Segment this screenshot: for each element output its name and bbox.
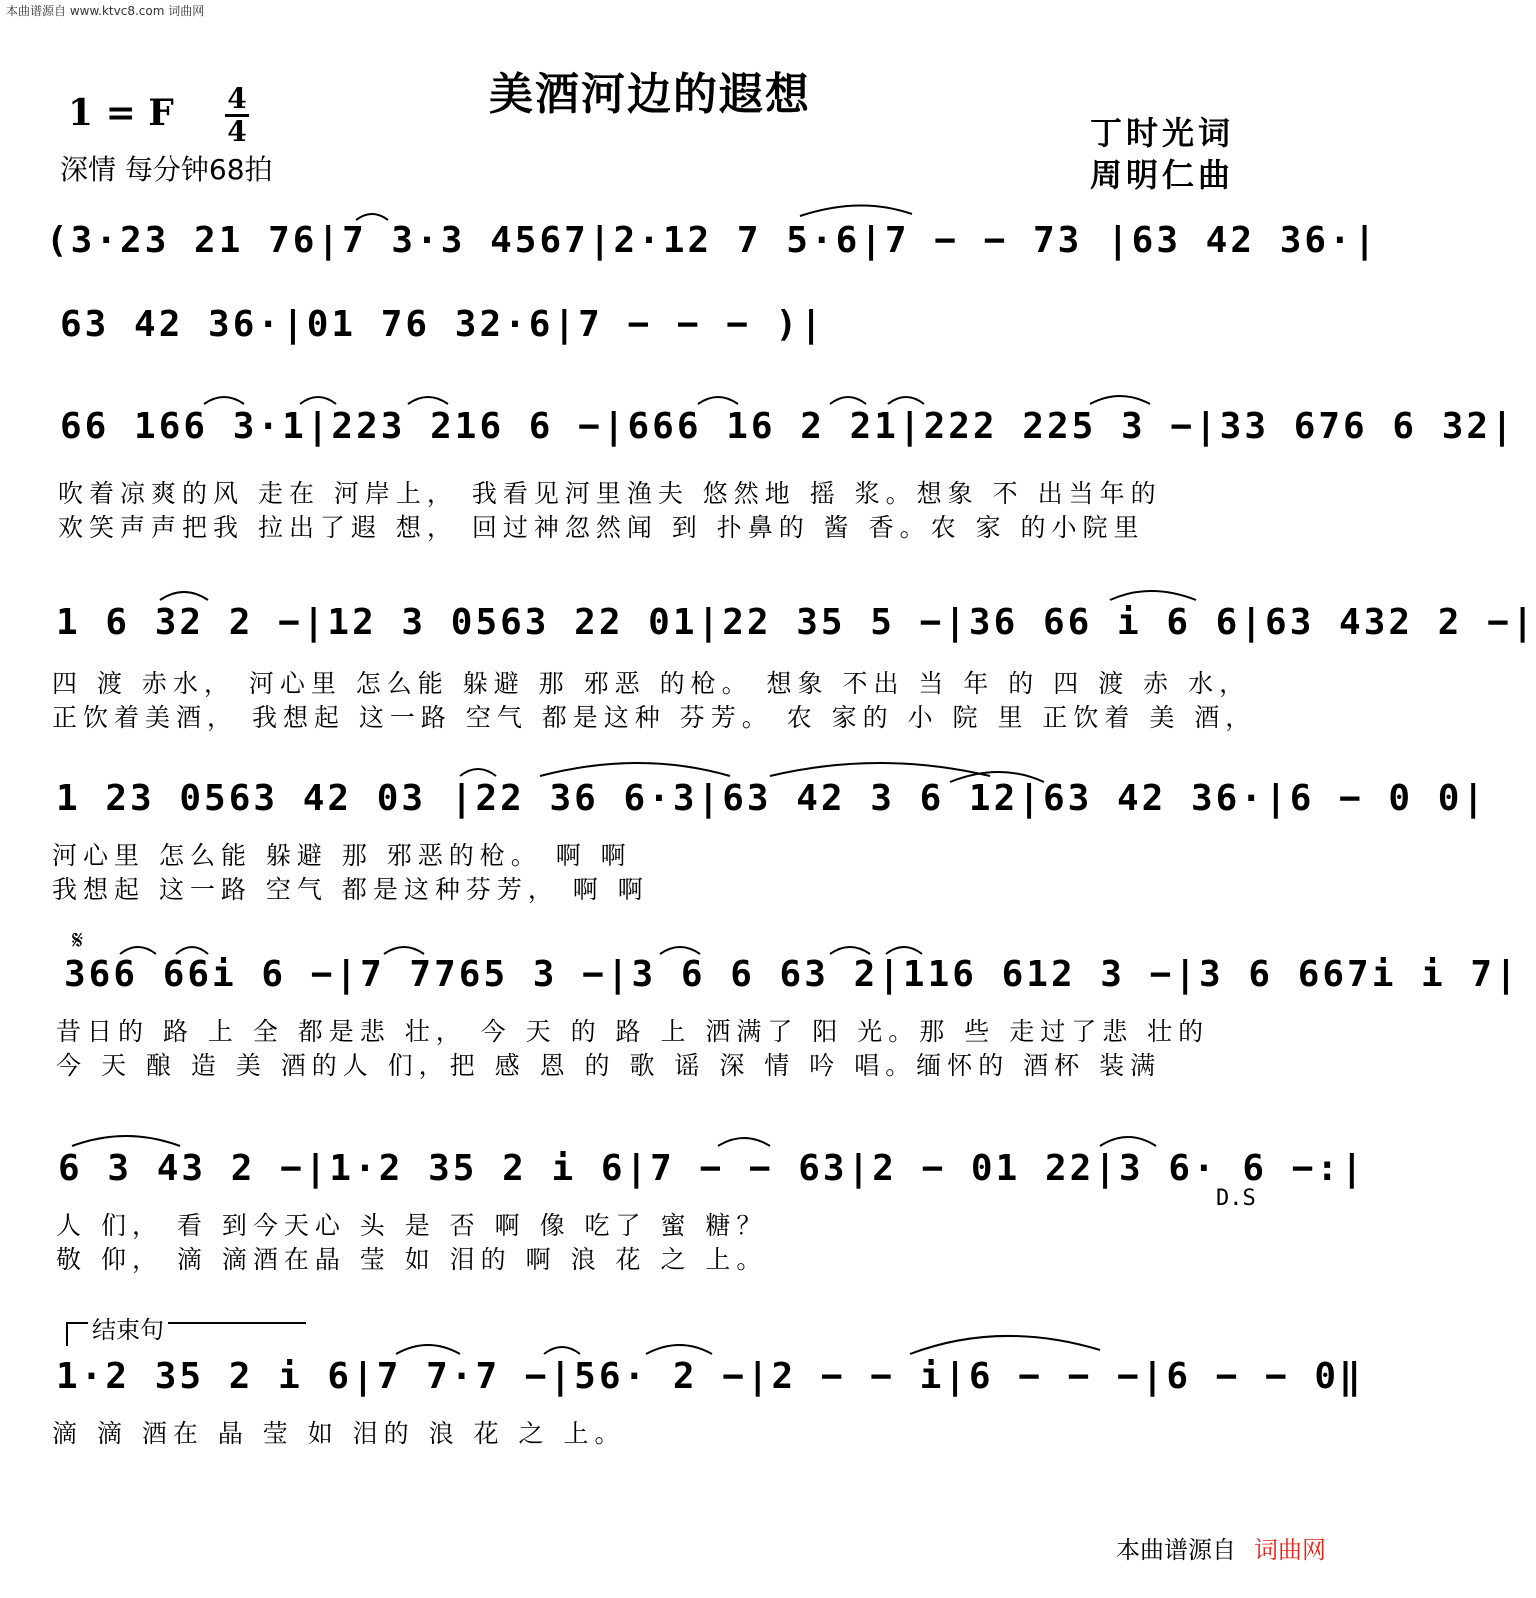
- slur: [160, 592, 208, 600]
- slur: [886, 947, 922, 954]
- slur: [718, 1138, 770, 1146]
- slur: [910, 1336, 1100, 1354]
- dal-segno-marking: D.S: [1216, 1186, 1256, 1211]
- slur: [830, 947, 870, 954]
- slur: [204, 397, 244, 404]
- slur: [544, 1347, 580, 1354]
- source-label: 本曲谱源自: [1116, 1536, 1236, 1564]
- time-signature-bottom: 4: [227, 115, 247, 148]
- system-6-lyric-verse-1: 昔日的 路 上 全 都是悲 壮， 今 天 的 路 上 洒满了 阳 光。那 些 走过了悲 壮的: [56, 1017, 1210, 1046]
- slur: [1090, 396, 1150, 404]
- slur: [356, 214, 388, 220]
- slur: [660, 947, 700, 954]
- system-7-lyric-verse-2: 敬 仰， 滴 滴酒在晶 莹 如 泪的 啊 浪 花 之 上。: [56, 1245, 768, 1274]
- slur: [830, 397, 866, 404]
- slur: [646, 1345, 712, 1354]
- slur: [770, 763, 990, 776]
- slur: [408, 397, 448, 404]
- system-7-lyric-verse-1: 人 们， 看 到今天心 头 是 否 啊 像 吃了 蜜 糖？: [56, 1211, 768, 1240]
- system-3-lyric-verse-1: 吹着凉爽的风 走在 河岸上， 我看见河里渔夫 悠然地 摇 浆。想象 不 出当年的: [58, 479, 1162, 508]
- lyricist-credit: 丁时光词: [1090, 114, 1235, 152]
- slur: [888, 397, 924, 404]
- composer-credit: 周明仁曲: [1090, 156, 1235, 194]
- system-4-lyric-verse-1: 四 渡 赤水， 河心里 怎么能 躲避 那 邪恶 的枪。 想象 不出 当 年 的 四 渡 赤 水，: [52, 669, 1251, 698]
- slur: [300, 397, 336, 404]
- slur: [120, 947, 156, 954]
- slur: [698, 397, 738, 404]
- system-3-notes: 66 166 3·1|223 216 6 −|666 16 2 21|222 225 3 −|33 676 6 32|: [60, 406, 1516, 447]
- slur: [1110, 591, 1196, 600]
- segno-sign: 𝄋: [72, 926, 84, 956]
- coda-notes: 1·2 35 2 i 6|7 7·7 −|56· 2 −|2 − − i|6 − − −|6 − − 0‖: [56, 1356, 1364, 1397]
- system-4-notes: 1 6 32 2 −|12 3 0563 22 01|22 35 5 −|36 66 i 6 6|63 432 2 −|: [56, 602, 1536, 643]
- slur: [396, 1345, 460, 1354]
- system-3-lyric-verse-2: 欢笑声声把我 拉出了遐 想， 回过神忽然闻 到 扑鼻的 酱 香。农 家 的小院里: [58, 513, 1145, 542]
- system-2-notes: 63 42 36·|01 76 32·6|7 − − − )|: [60, 304, 825, 345]
- slur: [72, 1136, 180, 1146]
- tempo-marking: 深情 每分钟68拍: [60, 153, 273, 186]
- system-1-notes: (3·23 21 76|7 3·3 4567|2·12 7 5·6|7 − − 73 |63 42 36·|: [46, 220, 1379, 261]
- slur: [540, 763, 730, 776]
- slur: [176, 947, 208, 954]
- system-5-notes: 1 23 0563 42 03 |22 36 6·3|63 42 3 6 12|63 42 36·|6 − 0 0|: [56, 778, 1488, 819]
- slur: [950, 772, 1044, 782]
- system-6-lyric-verse-2: 今 天 酿 造 美 酒的人 们，把 感 恩 的 歌 谣 深 情 吟 唱。缅怀的 酒杯 装满: [56, 1051, 1162, 1080]
- key-signature: 1 = F: [68, 92, 174, 134]
- system-5-lyric-verse-1: 河心里 怎么能 躲避 那 邪恶的枪。 啊 啊: [52, 841, 632, 870]
- time-signature-top: 4: [227, 82, 247, 115]
- slur: [384, 947, 424, 954]
- coda-label: 结束句: [88, 1310, 168, 1345]
- system-4-lyric-verse-2: 正饮着美酒， 我想起 这一路 空气 都是这种 芬芳。 农 家的 小 院 里 正饮着 美 酒，: [52, 703, 1257, 732]
- slur: [800, 205, 912, 216]
- slur: [1100, 1137, 1156, 1146]
- source-site-link[interactable]: 词曲网: [1254, 1536, 1326, 1564]
- system-5-lyric-verse-2: 我想起 这一路 空气 都是这种芬芳， 啊 啊: [52, 875, 649, 904]
- system-6-notes: 366 66i 6 −|7 7765 3 −|3 6 6 63 2|116 612 3 −|3 6 667i i 7|: [64, 954, 1520, 995]
- slur: [460, 769, 496, 776]
- watermark-top: 本曲谱源自 www.ktvc8.com 词曲网: [6, 4, 205, 18]
- song-title: 美酒河边的遐想: [489, 69, 811, 120]
- coda-lyric: 滴 滴 酒在 晶 莹 如 泪的 浪 花 之 上。: [52, 1419, 626, 1448]
- system-7-notes: 6 3 43 2 −|1·2 35 2 i 6|7 − − 63|2 − 01 22|3 6· 6 −:|: [58, 1148, 1366, 1189]
